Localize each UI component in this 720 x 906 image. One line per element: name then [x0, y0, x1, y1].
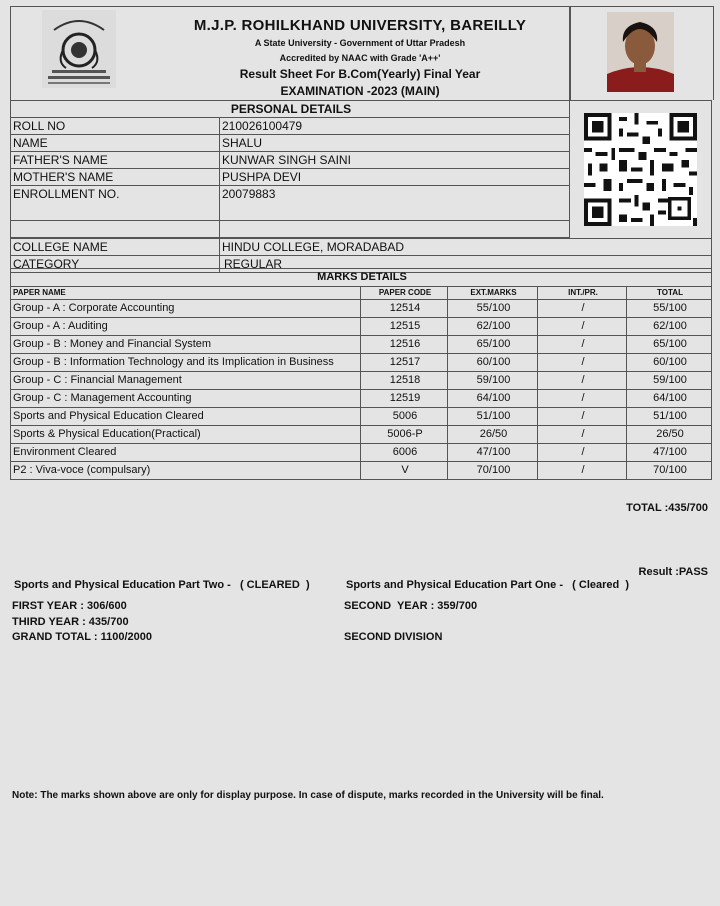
- paper-name-cell: Sports & Physical Education(Practical): [11, 426, 361, 444]
- marks-row: [11, 462, 712, 480]
- first-year-total: FIRST YEAR : 306/600: [12, 600, 127, 612]
- division: SECOND DIVISION: [344, 631, 443, 643]
- paper-code-cell: 5006-P: [361, 426, 448, 444]
- ext-marks-cell: 65/100: [448, 336, 538, 354]
- total-cell: 51/100: [627, 408, 712, 426]
- field-label: CATEGORY: [11, 256, 220, 273]
- ext-marks-cell: 62/100: [448, 318, 538, 336]
- ext-marks-cell: 55/100: [448, 300, 538, 318]
- marks-row: [11, 372, 712, 390]
- sheet-title: Result Sheet For B.Com(Yearly) Final Year: [239, 67, 481, 81]
- int-pr-cell: /: [538, 390, 627, 408]
- marks-row: [11, 318, 712, 336]
- roll-no-value: 210026100479: [220, 118, 570, 135]
- grand-total: GRAND TOTAL : 1100/2000: [12, 631, 152, 643]
- qr-cell: [570, 101, 712, 239]
- category-value: REGULAR: [220, 256, 712, 273]
- field-label: COLLEGE NAME: [11, 239, 220, 256]
- ext-marks-cell: 60/100: [448, 354, 538, 372]
- blank-cell: [220, 221, 570, 238]
- disclaimer-note: Note: The marks shown above are only for display purpose. In case of dispute, marks recorded in the University will be final.: [12, 790, 604, 801]
- int-pr-cell: /: [538, 408, 627, 426]
- total-cell: 59/100: [627, 372, 712, 390]
- marks-row: [11, 408, 712, 426]
- paper-code-cell: 6006: [361, 444, 448, 462]
- ext-marks-cell: 26/50: [448, 426, 538, 444]
- total-cell: 26/50: [627, 426, 712, 444]
- ext-marks-cell: 51/100: [448, 408, 538, 426]
- field-label: NAME: [11, 135, 220, 152]
- total-cell: 70/100: [627, 462, 712, 480]
- overall-total: TOTAL :435/700: [626, 502, 708, 514]
- int-pr-cell: /: [538, 300, 627, 318]
- col-header-paper-code: PAPER CODE: [361, 287, 448, 300]
- paper-code-cell: 12518: [361, 372, 448, 390]
- field-label: FATHER'S NAME: [11, 152, 220, 169]
- paper-code-cell: 12516: [361, 336, 448, 354]
- name-value: SHALU: [220, 135, 570, 152]
- total-cell: 65/100: [627, 336, 712, 354]
- paper-code-cell: 12514: [361, 300, 448, 318]
- ext-marks-cell: 64/100: [448, 390, 538, 408]
- col-header-total: TOTAL: [627, 287, 712, 300]
- marks-row: [11, 336, 712, 354]
- university-name: M.J.P. ROHILKHAND UNIVERSITY, BAREILLY: [193, 17, 527, 34]
- accreditation: Accredited by NAAC with Grade 'A++': [279, 53, 441, 63]
- sports-part-one: Sports and Physical Education Part One - ( Cleared ): [346, 579, 630, 591]
- paper-name-cell: Group - B : Money and Financial System: [11, 336, 361, 354]
- enrollment-value: 20079883: [220, 186, 570, 221]
- col-header-paper-name: PAPER NAME: [11, 287, 361, 300]
- paper-name-cell: Group - C : Management Accounting: [11, 390, 361, 408]
- col-header-int-pr: INT./PR.: [538, 287, 627, 300]
- student-photo: [607, 12, 674, 92]
- paper-code-cell: 12515: [361, 318, 448, 336]
- int-pr-cell: /: [538, 354, 627, 372]
- int-pr-cell: /: [538, 462, 627, 480]
- university-subtitle: A State University - Government of Uttar Pradesh: [254, 38, 466, 48]
- personal-details-heading: PERSONAL DETAILS: [11, 101, 570, 118]
- third-year-total: THIRD YEAR : 435/700: [12, 616, 129, 628]
- paper-name-cell: Environment Cleared: [11, 444, 361, 462]
- paper-code-cell: 5006: [361, 408, 448, 426]
- marks-row: [11, 390, 712, 408]
- int-pr-cell: /: [538, 372, 627, 390]
- sports-part-two: Sports and Physical Education Part Two - ( CLEARED ): [14, 579, 310, 591]
- paper-name-cell: Group - A : Auditing: [11, 318, 361, 336]
- marks-row: [11, 426, 712, 444]
- marks-table: [10, 268, 712, 480]
- paper-name-cell: Group - C : Financial Management: [11, 372, 361, 390]
- field-label: ENROLLMENT NO.: [11, 186, 220, 221]
- total-cell: 47/100: [627, 444, 712, 462]
- paper-name-cell: Sports and Physical Education Cleared: [11, 408, 361, 426]
- total-cell: 55/100: [627, 300, 712, 318]
- university-logo: [42, 10, 116, 88]
- marks-details-heading: MARKS DETAILS: [11, 269, 712, 287]
- marks-row: [11, 354, 712, 372]
- college-value: HINDU COLLEGE, MORADABAD: [220, 239, 712, 256]
- int-pr-cell: /: [538, 336, 627, 354]
- marks-row: [11, 300, 712, 318]
- personal-details-table: [10, 100, 712, 273]
- paper-code-cell: 12519: [361, 390, 448, 408]
- ext-marks-cell: 59/100: [448, 372, 538, 390]
- field-label: ROLL NO: [11, 118, 220, 135]
- qr-code: [584, 113, 697, 226]
- personal-row: [11, 239, 712, 256]
- exam-title: EXAMINATION -2023 (MAIN): [280, 84, 440, 98]
- father-name-value: KUNWAR SINGH SAINI: [220, 152, 570, 169]
- paper-name-cell: Group - B : Information Technology and its Implication in Business: [11, 354, 361, 372]
- total-cell: 64/100: [627, 390, 712, 408]
- second-year-total: SECOND YEAR : 359/700: [344, 600, 478, 612]
- col-header-ext-marks: EXT.MARKS: [448, 287, 538, 300]
- ext-marks-cell: 47/100: [448, 444, 538, 462]
- int-pr-cell: /: [538, 426, 627, 444]
- blank-cell: [11, 221, 220, 238]
- paper-code-cell: 12517: [361, 354, 448, 372]
- result-status: Result :PASS: [638, 566, 708, 578]
- ext-marks-cell: 70/100: [448, 462, 538, 480]
- field-label: MOTHER'S NAME: [11, 169, 220, 186]
- marks-row: [11, 444, 712, 462]
- paper-name-cell: P2 : Viva-voce (compulsary): [11, 462, 361, 480]
- total-cell: 60/100: [627, 354, 712, 372]
- total-cell: 62/100: [627, 318, 712, 336]
- marks-header-row: [11, 287, 712, 300]
- paper-code-cell: V: [361, 462, 448, 480]
- int-pr-cell: /: [538, 444, 627, 462]
- mother-name-value: PUSHPA DEVI: [220, 169, 570, 186]
- int-pr-cell: /: [538, 318, 627, 336]
- paper-name-cell: Group - A : Corporate Accounting: [11, 300, 361, 318]
